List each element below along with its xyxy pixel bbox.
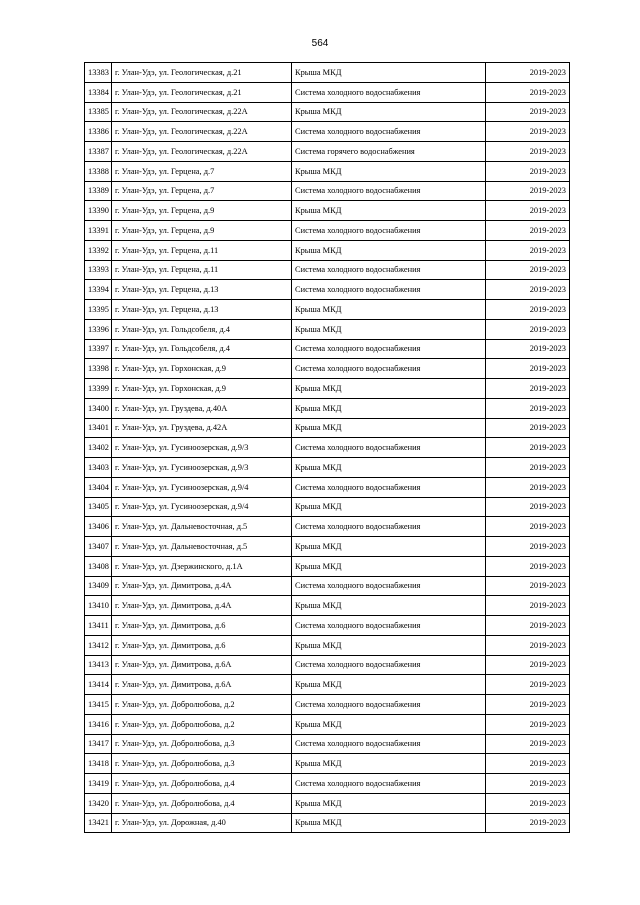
row-number-cell: 13398 (85, 359, 112, 379)
period-cell: 2019-2023 (486, 398, 570, 418)
table-row (85, 398, 570, 418)
row-number-cell: 13392 (85, 240, 112, 260)
table-row (85, 734, 570, 754)
work-type-cell: Крыша МКД (292, 813, 486, 833)
row-number-cell: 13420 (85, 793, 112, 813)
table-row (85, 201, 570, 221)
row-number-cell: 13404 (85, 477, 112, 497)
period-cell: 2019-2023 (486, 675, 570, 695)
table-row (85, 418, 570, 438)
table-row (85, 221, 570, 241)
table-row (85, 300, 570, 320)
address-cell: г. Улан-Удэ, ул. Гусиноозерская, д.9/3 (112, 438, 292, 458)
work-type-cell: Крыша МКД (292, 201, 486, 221)
period-cell: 2019-2023 (486, 596, 570, 616)
work-type-cell: Крыша МКД (292, 596, 486, 616)
row-number-cell: 13391 (85, 221, 112, 241)
table-row (85, 774, 570, 794)
address-cell: г. Улан-Удэ, ул. Геологическая, д.22А (112, 142, 292, 162)
period-cell: 2019-2023 (486, 201, 570, 221)
work-type-cell: Крыша МКД (292, 398, 486, 418)
row-number-cell: 13399 (85, 379, 112, 399)
work-type-cell: Крыша МКД (292, 497, 486, 517)
period-cell: 2019-2023 (486, 458, 570, 478)
work-type-cell: Система холодного водоснабжения (292, 359, 486, 379)
period-cell: 2019-2023 (486, 517, 570, 537)
work-type-cell: Система холодного водоснабжения (292, 477, 486, 497)
period-cell: 2019-2023 (486, 576, 570, 596)
table-row (85, 596, 570, 616)
address-cell: г. Улан-Удэ, ул. Димитрова, д.6 (112, 616, 292, 636)
work-type-cell: Система холодного водоснабжения (292, 280, 486, 300)
table-row (85, 63, 570, 83)
address-cell: г. Улан-Удэ, ул. Груздева, д.40А (112, 398, 292, 418)
row-number-cell: 13400 (85, 398, 112, 418)
address-cell: г. Улан-Удэ, ул. Герцена, д.11 (112, 240, 292, 260)
period-cell: 2019-2023 (486, 161, 570, 181)
table-row (85, 458, 570, 478)
period-cell: 2019-2023 (486, 537, 570, 557)
address-cell: г. Улан-Удэ, ул. Герцена, д.9 (112, 201, 292, 221)
address-cell: г. Улан-Удэ, ул. Добролюбова, д.2 (112, 714, 292, 734)
row-number-cell: 13407 (85, 537, 112, 557)
address-cell: г. Улан-Удэ, ул. Гольдсобеля, д.4 (112, 339, 292, 359)
address-cell: г. Улан-Удэ, ул. Димитрова, д.6 (112, 635, 292, 655)
work-type-cell: Крыша МКД (292, 793, 486, 813)
work-type-cell: Система холодного водоснабжения (292, 339, 486, 359)
work-type-cell: Крыша МКД (292, 635, 486, 655)
period-cell: 2019-2023 (486, 793, 570, 813)
period-cell: 2019-2023 (486, 280, 570, 300)
row-number-cell: 13414 (85, 675, 112, 695)
row-number-cell: 13386 (85, 122, 112, 142)
period-cell: 2019-2023 (486, 102, 570, 122)
table-row (85, 517, 570, 537)
table-row (85, 813, 570, 833)
row-number-cell: 13418 (85, 754, 112, 774)
table-row (85, 82, 570, 102)
table-row (85, 379, 570, 399)
work-type-cell: Крыша МКД (292, 418, 486, 438)
period-cell: 2019-2023 (486, 300, 570, 320)
row-number-cell: 13412 (85, 635, 112, 655)
address-cell: г. Улан-Удэ, ул. Геологическая, д.21 (112, 63, 292, 83)
row-number-cell: 13402 (85, 438, 112, 458)
table-row (85, 477, 570, 497)
address-cell: г. Улан-Удэ, ул. Димитрова, д.4А (112, 596, 292, 616)
work-type-cell: Крыша МКД (292, 63, 486, 83)
address-cell: г. Улан-Удэ, ул. Груздева, д.42А (112, 418, 292, 438)
row-number-cell: 13393 (85, 260, 112, 280)
period-cell: 2019-2023 (486, 181, 570, 201)
address-cell: г. Улан-Удэ, ул. Добролюбова, д.4 (112, 793, 292, 813)
address-cell: г. Улан-Удэ, ул. Дальневосточная, д.5 (112, 517, 292, 537)
row-number-cell: 13383 (85, 63, 112, 83)
address-cell: г. Улан-Удэ, ул. Геологическая, д.22А (112, 122, 292, 142)
period-cell: 2019-2023 (486, 319, 570, 339)
address-cell: г. Улан-Удэ, ул. Герцена, д.7 (112, 181, 292, 201)
work-type-cell: Крыша МКД (292, 675, 486, 695)
row-number-cell: 13416 (85, 714, 112, 734)
table-row (85, 240, 570, 260)
row-number-cell: 13409 (85, 576, 112, 596)
address-cell: г. Улан-Удэ, ул. Гусиноозерская, д.9/4 (112, 497, 292, 517)
period-cell: 2019-2023 (486, 122, 570, 142)
table-row (85, 793, 570, 813)
table-row (85, 576, 570, 596)
table-row (85, 695, 570, 715)
row-number-cell: 13415 (85, 695, 112, 715)
table-row (85, 260, 570, 280)
table-row (85, 102, 570, 122)
table-row (85, 280, 570, 300)
registry-table (84, 62, 570, 833)
address-cell: г. Улан-Удэ, ул. Димитрова, д.6А (112, 655, 292, 675)
table-row (85, 359, 570, 379)
row-number-cell: 13408 (85, 556, 112, 576)
address-cell: г. Улан-Удэ, ул. Герцена, д.13 (112, 280, 292, 300)
table-row (85, 537, 570, 557)
table-row (85, 438, 570, 458)
table-row (85, 161, 570, 181)
address-cell: г. Улан-Удэ, ул. Дзержинского, д.1А (112, 556, 292, 576)
row-number-cell: 13413 (85, 655, 112, 675)
table-row (85, 556, 570, 576)
period-cell: 2019-2023 (486, 82, 570, 102)
row-number-cell: 13417 (85, 734, 112, 754)
table-row (85, 616, 570, 636)
row-number-cell: 13410 (85, 596, 112, 616)
period-cell: 2019-2023 (486, 142, 570, 162)
row-number-cell: 13397 (85, 339, 112, 359)
address-cell: г. Улан-Удэ, ул. Герцена, д.11 (112, 260, 292, 280)
period-cell: 2019-2023 (486, 477, 570, 497)
period-cell: 2019-2023 (486, 813, 570, 833)
work-type-cell: Система холодного водоснабжения (292, 655, 486, 675)
period-cell: 2019-2023 (486, 695, 570, 715)
work-type-cell: Крыша МКД (292, 240, 486, 260)
period-cell: 2019-2023 (486, 260, 570, 280)
work-type-cell: Крыша МКД (292, 537, 486, 557)
row-number-cell: 13419 (85, 774, 112, 794)
work-type-cell: Система холодного водоснабжения (292, 695, 486, 715)
address-cell: г. Улан-Удэ, ул. Герцена, д.9 (112, 221, 292, 241)
period-cell: 2019-2023 (486, 379, 570, 399)
period-cell: 2019-2023 (486, 497, 570, 517)
address-cell: г. Улан-Удэ, ул. Гусиноозерская, д.9/4 (112, 477, 292, 497)
table-row (85, 655, 570, 675)
work-type-cell: Система холодного водоснабжения (292, 221, 486, 241)
work-type-cell: Крыша МКД (292, 458, 486, 478)
period-cell: 2019-2023 (486, 635, 570, 655)
table-row (85, 319, 570, 339)
table-row (85, 142, 570, 162)
address-cell: г. Улан-Удэ, ул. Горхонская, д.9 (112, 359, 292, 379)
period-cell: 2019-2023 (486, 63, 570, 83)
row-number-cell: 13384 (85, 82, 112, 102)
period-cell: 2019-2023 (486, 240, 570, 260)
table-row (85, 714, 570, 734)
work-type-cell: Система холодного водоснабжения (292, 616, 486, 636)
row-number-cell: 13389 (85, 181, 112, 201)
address-cell: г. Улан-Удэ, ул. Дорожная, д.40 (112, 813, 292, 833)
work-type-cell: Крыша МКД (292, 319, 486, 339)
row-number-cell: 13385 (85, 102, 112, 122)
work-type-cell: Крыша МКД (292, 300, 486, 320)
period-cell: 2019-2023 (486, 616, 570, 636)
work-type-cell: Крыша МКД (292, 161, 486, 181)
table-row (85, 181, 570, 201)
row-number-cell: 13388 (85, 161, 112, 181)
address-cell: г. Улан-Удэ, ул. Гусиноозерская, д.9/3 (112, 458, 292, 478)
work-type-cell: Крыша МКД (292, 102, 486, 122)
period-cell: 2019-2023 (486, 221, 570, 241)
address-cell: г. Улан-Удэ, ул. Дальневосточная, д.5 (112, 537, 292, 557)
row-number-cell: 13387 (85, 142, 112, 162)
work-type-cell: Система холодного водоснабжения (292, 774, 486, 794)
period-cell: 2019-2023 (486, 359, 570, 379)
work-type-cell: Крыша МКД (292, 556, 486, 576)
period-cell: 2019-2023 (486, 655, 570, 675)
address-cell: г. Улан-Удэ, ул. Герцена, д.7 (112, 161, 292, 181)
page-number: 564 (311, 38, 329, 49)
row-number-cell: 13390 (85, 201, 112, 221)
row-number-cell: 13405 (85, 497, 112, 517)
period-cell: 2019-2023 (486, 418, 570, 438)
row-number-cell: 13411 (85, 616, 112, 636)
work-type-cell: Крыша МКД (292, 714, 486, 734)
table-row (85, 675, 570, 695)
address-cell: г. Улан-Удэ, ул. Гольдсобеля, д.4 (112, 319, 292, 339)
address-cell: г. Улан-Удэ, ул. Горхонская, д.9 (112, 379, 292, 399)
work-type-cell: Система холодного водоснабжения (292, 82, 486, 102)
table-row (85, 635, 570, 655)
period-cell: 2019-2023 (486, 734, 570, 754)
work-type-cell: Система горячего водоснабжения (292, 142, 486, 162)
work-type-cell: Система холодного водоснабжения (292, 734, 486, 754)
work-type-cell: Система холодного водоснабжения (292, 181, 486, 201)
table-row (85, 754, 570, 774)
table-row (85, 339, 570, 359)
row-number-cell: 13403 (85, 458, 112, 478)
address-cell: г. Улан-Удэ, ул. Герцена, д.13 (112, 300, 292, 320)
address-cell: г. Улан-Удэ, ул. Димитрова, д.6А (112, 675, 292, 695)
period-cell: 2019-2023 (486, 754, 570, 774)
address-cell: г. Улан-Удэ, ул. Добролюбова, д.2 (112, 695, 292, 715)
address-cell: г. Улан-Удэ, ул. Добролюбова, д.3 (112, 754, 292, 774)
period-cell: 2019-2023 (486, 774, 570, 794)
address-cell: г. Улан-Удэ, ул. Геологическая, д.22А (112, 102, 292, 122)
work-type-cell: Система холодного водоснабжения (292, 260, 486, 280)
work-type-cell: Система холодного водоснабжения (292, 576, 486, 596)
address-cell: г. Улан-Удэ, ул. Геологическая, д.21 (112, 82, 292, 102)
row-number-cell: 13394 (85, 280, 112, 300)
work-type-cell: Крыша МКД (292, 754, 486, 774)
work-type-cell: Система холодного водоснабжения (292, 517, 486, 537)
period-cell: 2019-2023 (486, 339, 570, 359)
registry-table-body (85, 63, 570, 833)
table-row (85, 497, 570, 517)
work-type-cell: Система холодного водоснабжения (292, 438, 486, 458)
row-number-cell: 13401 (85, 418, 112, 438)
address-cell: г. Улан-Удэ, ул. Димитрова, д.4А (112, 576, 292, 596)
period-cell: 2019-2023 (486, 714, 570, 734)
row-number-cell: 13406 (85, 517, 112, 537)
table-row (85, 122, 570, 142)
row-number-cell: 13396 (85, 319, 112, 339)
work-type-cell: Крыша МКД (292, 379, 486, 399)
period-cell: 2019-2023 (486, 556, 570, 576)
work-type-cell: Система холодного водоснабжения (292, 122, 486, 142)
row-number-cell: 13395 (85, 300, 112, 320)
row-number-cell: 13421 (85, 813, 112, 833)
period-cell: 2019-2023 (486, 438, 570, 458)
address-cell: г. Улан-Удэ, ул. Добролюбова, д.3 (112, 734, 292, 754)
address-cell: г. Улан-Удэ, ул. Добролюбова, д.4 (112, 774, 292, 794)
